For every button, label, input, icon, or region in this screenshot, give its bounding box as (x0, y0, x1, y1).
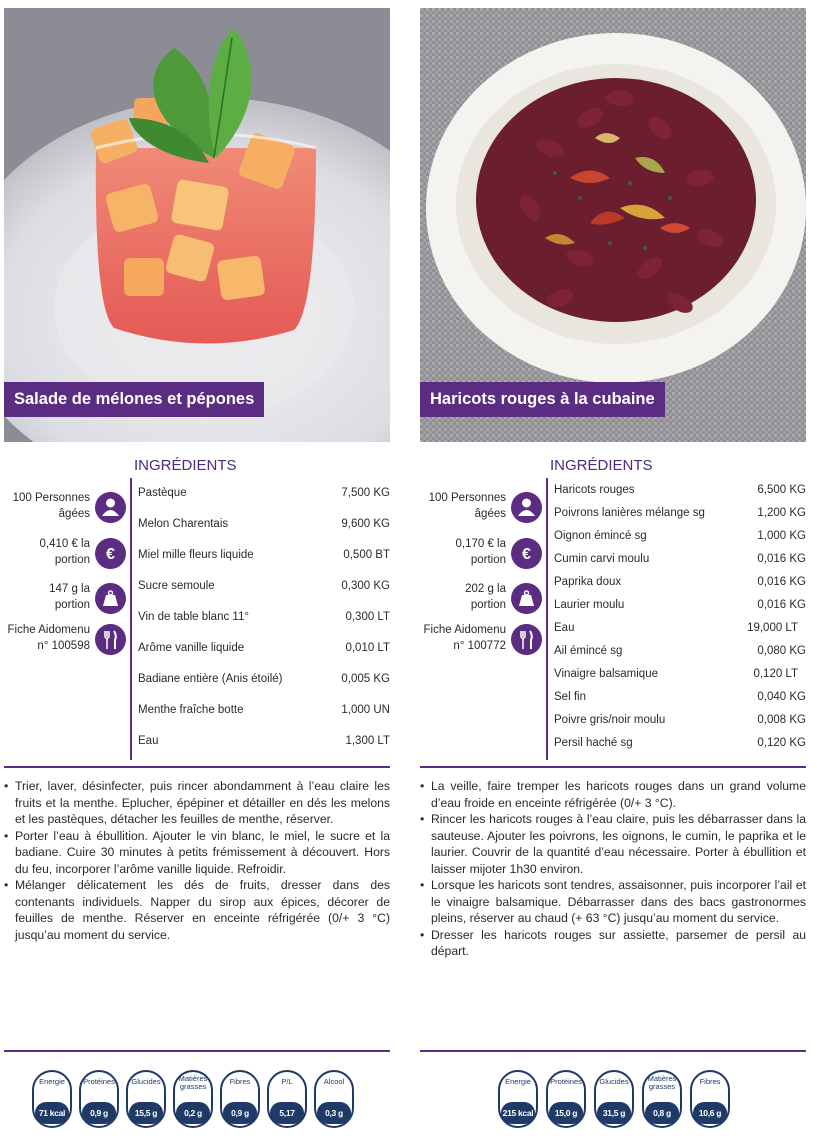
nutrition-value: 0,9 g (82, 1102, 116, 1124)
weight-label (49, 581, 90, 613)
ingredient-name: Eau (138, 735, 159, 747)
price-text: 0,170 € la (455, 538, 506, 550)
ingredient-qty: 1,000 KG (757, 530, 806, 542)
preparation-steps (4, 778, 390, 943)
section-divider (4, 1050, 390, 1052)
weight-info (420, 581, 542, 617)
ingredient-row (554, 553, 808, 565)
svg-text:€: € (522, 546, 531, 563)
nutrition-label: Glucides (131, 1077, 161, 1086)
step-item: • Mélanger délicatement les dés de fruits, dresser dans des contenants individuels. Napper du sirop aux épices, décorer de feuilles de menthe. Réserver en enceinte réfrigérée (0/+ 3 °C) jusqu’au moment du service. (4, 877, 390, 943)
ingredient-name: Eau (554, 622, 575, 634)
ingredient-qty: 0,010 LT (345, 642, 390, 654)
price-text-2: portion (54, 554, 90, 566)
nutrition-value: 10,6 g (693, 1102, 727, 1124)
recipe-photo-haricots (420, 8, 806, 442)
ingredient-qty: 1,000 UN (341, 704, 390, 716)
servings-info (4, 490, 126, 526)
recipe-title: Haricots rouges à la cubaine (420, 382, 665, 417)
nutrition-value: 215 kcal (501, 1102, 535, 1124)
step-item: • Lorsque les haricots sont tendres, assaisonner, puis incorporer l’ail et le vinaigre balsamique. Débarrasser dans des bacs gastronormes pleins, réserver au chaud (+ 63 °C) jusqu’au moment du service. (420, 877, 806, 927)
recipe-card-haricots (420, 0, 806, 1140)
ingredient-qty: 0,300 KG (341, 580, 390, 592)
ingredient-row (138, 580, 392, 592)
nutrition-value: 71 kcal (35, 1102, 69, 1124)
fiche-info (420, 622, 542, 658)
ingredient-name: Menthe fraîche botte (138, 704, 244, 716)
servings-label (13, 490, 90, 522)
ingredients-table (130, 478, 390, 760)
step-item: • Rincer les haricots rouges à l’eau claire, puis les débarrasser dans la sauteuse. Ajouter les poivrons, les oignons, le cumin, le paprika et le laurier. Couvrir de la quantité d’eau nécessaire. Porter à ébullition et laisser mijoter 1h30 environ. (420, 811, 806, 877)
nutrition-label: P/L (281, 1077, 293, 1086)
ingredient-row (554, 622, 808, 634)
ingredient-qty: 0,016 KG (757, 576, 806, 588)
ingredient-qty: 0,016 KG (757, 599, 806, 611)
nutrition-value: 0,8 g (645, 1102, 679, 1124)
ingredient-name: Pastèque (138, 487, 187, 499)
ingredient-qty: 0,500 BT (343, 549, 390, 561)
ingredient-qty: 9,600 KG (341, 518, 390, 530)
nutrition-label: Protéines (550, 1077, 582, 1086)
ingredient-qty: 1,300 LT (345, 735, 390, 747)
ingredient-name: Sucre semoule (138, 580, 215, 592)
weight-label (465, 581, 506, 613)
ingredient-row (554, 714, 808, 726)
scale-icon (95, 583, 126, 614)
ingredient-row (554, 576, 808, 588)
fiche-text: Fiche Aidomenu (7, 624, 90, 636)
ingredient-qty: 6,500 KG (757, 484, 806, 496)
step-item: • La veille, faire tremper les haricots rouges dans un grand volume d’eau froide en enceinte réfrigérée (0/+ 3 °C). (420, 778, 806, 811)
ingredient-row (138, 642, 392, 654)
ingredient-name: Cumin carvi moulu (554, 553, 650, 565)
ingredient-name: Melon Charentais (138, 518, 229, 530)
step-item: • Trier, laver, désinfecter, puis rincer abondamment à l’eau claire les fruits et la menthe. Eplucher, épépiner et détailler en dés les melons et les pastèques, détacher les feuilles de menthe, réserver. (4, 778, 390, 828)
ingredient-qty: 0,120 LT (753, 668, 798, 680)
ingredient-qty: 0,080 KG (757, 645, 806, 657)
weight-text-2: portion (470, 599, 506, 611)
nutrition-badge-matieres-grasses (642, 1070, 682, 1128)
weight-text: 202 g la (465, 583, 506, 595)
servings-text: 100 Personnes (428, 492, 506, 504)
ingredient-name: Badiane entière (Anis étoilé) (138, 673, 283, 685)
ingredient-name: Vin de table blanc 11° (138, 611, 249, 623)
ingredient-row (138, 704, 392, 716)
ingredient-qty: 0,016 KG (757, 553, 806, 565)
nutrition-label: Alcool (323, 1077, 345, 1086)
ingredient-row (554, 599, 808, 611)
ingredient-row (138, 487, 392, 499)
euro-icon (511, 538, 542, 569)
recipe-card-melon (4, 0, 390, 1140)
ingredient-name: Haricots rouges (554, 484, 635, 496)
ingredient-qty: 1,200 KG (757, 507, 806, 519)
fiche-label (8, 622, 90, 654)
ingredient-row (138, 673, 392, 685)
ingredient-qty: 7,500 KG (341, 487, 390, 499)
price-label (455, 536, 506, 568)
ingredients-heading: INGRÉDIENTS (550, 457, 653, 474)
nutrition-label: Matières grasses (178, 1074, 208, 1091)
cutlery-icon (95, 624, 126, 655)
ingredient-qty: 0,040 KG (757, 691, 806, 703)
nutrition-value: 31,5 g (597, 1102, 631, 1124)
ingredient-row (554, 484, 808, 496)
servings-text-2: âgées (474, 508, 506, 520)
fiche-text-2: n° 100772 (453, 640, 506, 652)
recipe-photo-melon (4, 8, 390, 442)
ingredient-qty: 0,005 KG (341, 673, 390, 685)
nutrition-badge-proteines (79, 1070, 119, 1128)
weight-text: 147 g la (49, 583, 90, 595)
ingredient-qty: 0,300 LT (345, 611, 390, 623)
ingredient-qty: 19,000 LT (747, 622, 798, 634)
ingredient-name: Arôme vanille liquide (138, 642, 245, 654)
ingredient-row (554, 668, 808, 680)
section-divider (4, 766, 390, 768)
fiche-info (4, 622, 126, 658)
price-info (4, 536, 126, 572)
nutrition-value: 5,17 (270, 1102, 304, 1124)
ingredient-row (554, 691, 808, 703)
ingredient-row (138, 735, 392, 747)
servings-text-2: âgées (58, 508, 90, 520)
preparation-steps (420, 778, 806, 960)
nutrition-badges (32, 1070, 362, 1130)
nutrition-value: 0,9 g (223, 1102, 257, 1124)
servings-info (420, 490, 542, 526)
nutrition-label: Glucides (599, 1077, 629, 1086)
fiche-label (424, 622, 506, 654)
ingredient-row (554, 530, 808, 542)
ingredient-name: Oignon émincé sg (554, 530, 647, 542)
price-info (420, 536, 542, 572)
scale-icon (511, 583, 542, 614)
ingredients-table (546, 478, 806, 760)
ingredient-row (138, 518, 392, 530)
nutrition-label: Protéines (83, 1077, 115, 1086)
nutrition-badge-proteines (546, 1070, 586, 1128)
melon-salad-photo (4, 8, 390, 442)
nutrition-badge-glucides (126, 1070, 166, 1128)
ingredient-name: Poivrons lanières mélange sg (554, 507, 705, 519)
nutrition-badge-pl (267, 1070, 307, 1128)
servings-label (429, 490, 506, 522)
fiche-text-2: n° 100598 (37, 640, 90, 652)
nutrition-badge-glucides (594, 1070, 634, 1128)
person-icon (95, 492, 126, 523)
weight-text-2: portion (54, 599, 90, 611)
nutrition-value: 15,0 g (549, 1102, 583, 1124)
nutrition-label: Matières grasses (647, 1074, 677, 1091)
ingredient-row (138, 611, 392, 623)
ingredient-qty: 0,120 KG (757, 737, 806, 749)
ingredient-name: Laurier moulu (554, 599, 625, 611)
step-item: • Dresser les haricots rouges sur assiette, parsemer de persil au départ. (420, 927, 806, 960)
weight-info (4, 581, 126, 617)
ingredient-row (138, 549, 392, 561)
step-item: • Porter l’eau à ébullition. Ajouter le vin blanc, le miel, le sucre et la badiane. Cuire 30 minutes à petits frémissement à découvert. Hors du feu, incorporer l’arôme vanille liquide. Refroidir. (4, 828, 390, 878)
ingredient-row (554, 737, 808, 749)
person-icon (511, 492, 542, 523)
nutrition-label: Energie (39, 1077, 65, 1086)
ingredient-name: Poivre gris/noir moulu (554, 714, 666, 726)
nutrition-badge-energie (498, 1070, 538, 1128)
nutrition-label: Fibres (699, 1077, 721, 1086)
nutrition-value: 0,3 g (317, 1102, 351, 1124)
nutrition-value: 0,2 g (176, 1102, 210, 1124)
section-divider (420, 766, 806, 768)
svg-text:€: € (106, 546, 115, 563)
nutrition-badge-alcool (314, 1070, 354, 1128)
ingredient-name: Paprika doux (554, 576, 622, 588)
cutlery-icon (511, 624, 542, 655)
nutrition-label: Fibres (229, 1077, 251, 1086)
red-beans-photo (420, 8, 806, 442)
nutrition-badge-fibres (690, 1070, 730, 1128)
nutrition-value: 15,5 g (129, 1102, 163, 1124)
ingredient-name: Ail émincé sg (554, 645, 623, 657)
ingredient-name: Persil haché sg (554, 737, 633, 749)
nutrition-badge-energie (32, 1070, 72, 1128)
nutrition-badge-matieres-grasses (173, 1070, 213, 1128)
price-text: 0,410 € la (39, 538, 90, 550)
price-label (39, 536, 90, 568)
servings-text: 100 Personnes (12, 492, 90, 504)
nutrition-badges (498, 1070, 734, 1130)
recipe-title: Salade de mélones et pépones (4, 382, 264, 417)
fiche-text: Fiche Aidomenu (423, 624, 506, 636)
price-text-2: portion (470, 554, 506, 566)
ingredient-row (554, 645, 808, 657)
section-divider (420, 1050, 806, 1052)
ingredient-name: Sel fin (554, 691, 586, 703)
ingredient-qty: 0,008 KG (757, 714, 806, 726)
nutrition-badge-fibres (220, 1070, 260, 1128)
ingredient-row (554, 507, 808, 519)
ingredient-name: Vinaigre balsamique (554, 668, 658, 680)
euro-icon (95, 538, 126, 569)
nutrition-label: Energie (505, 1077, 531, 1086)
ingredients-heading: INGRÉDIENTS (134, 457, 237, 474)
ingredient-name: Miel mille fleurs liquide (138, 549, 254, 561)
